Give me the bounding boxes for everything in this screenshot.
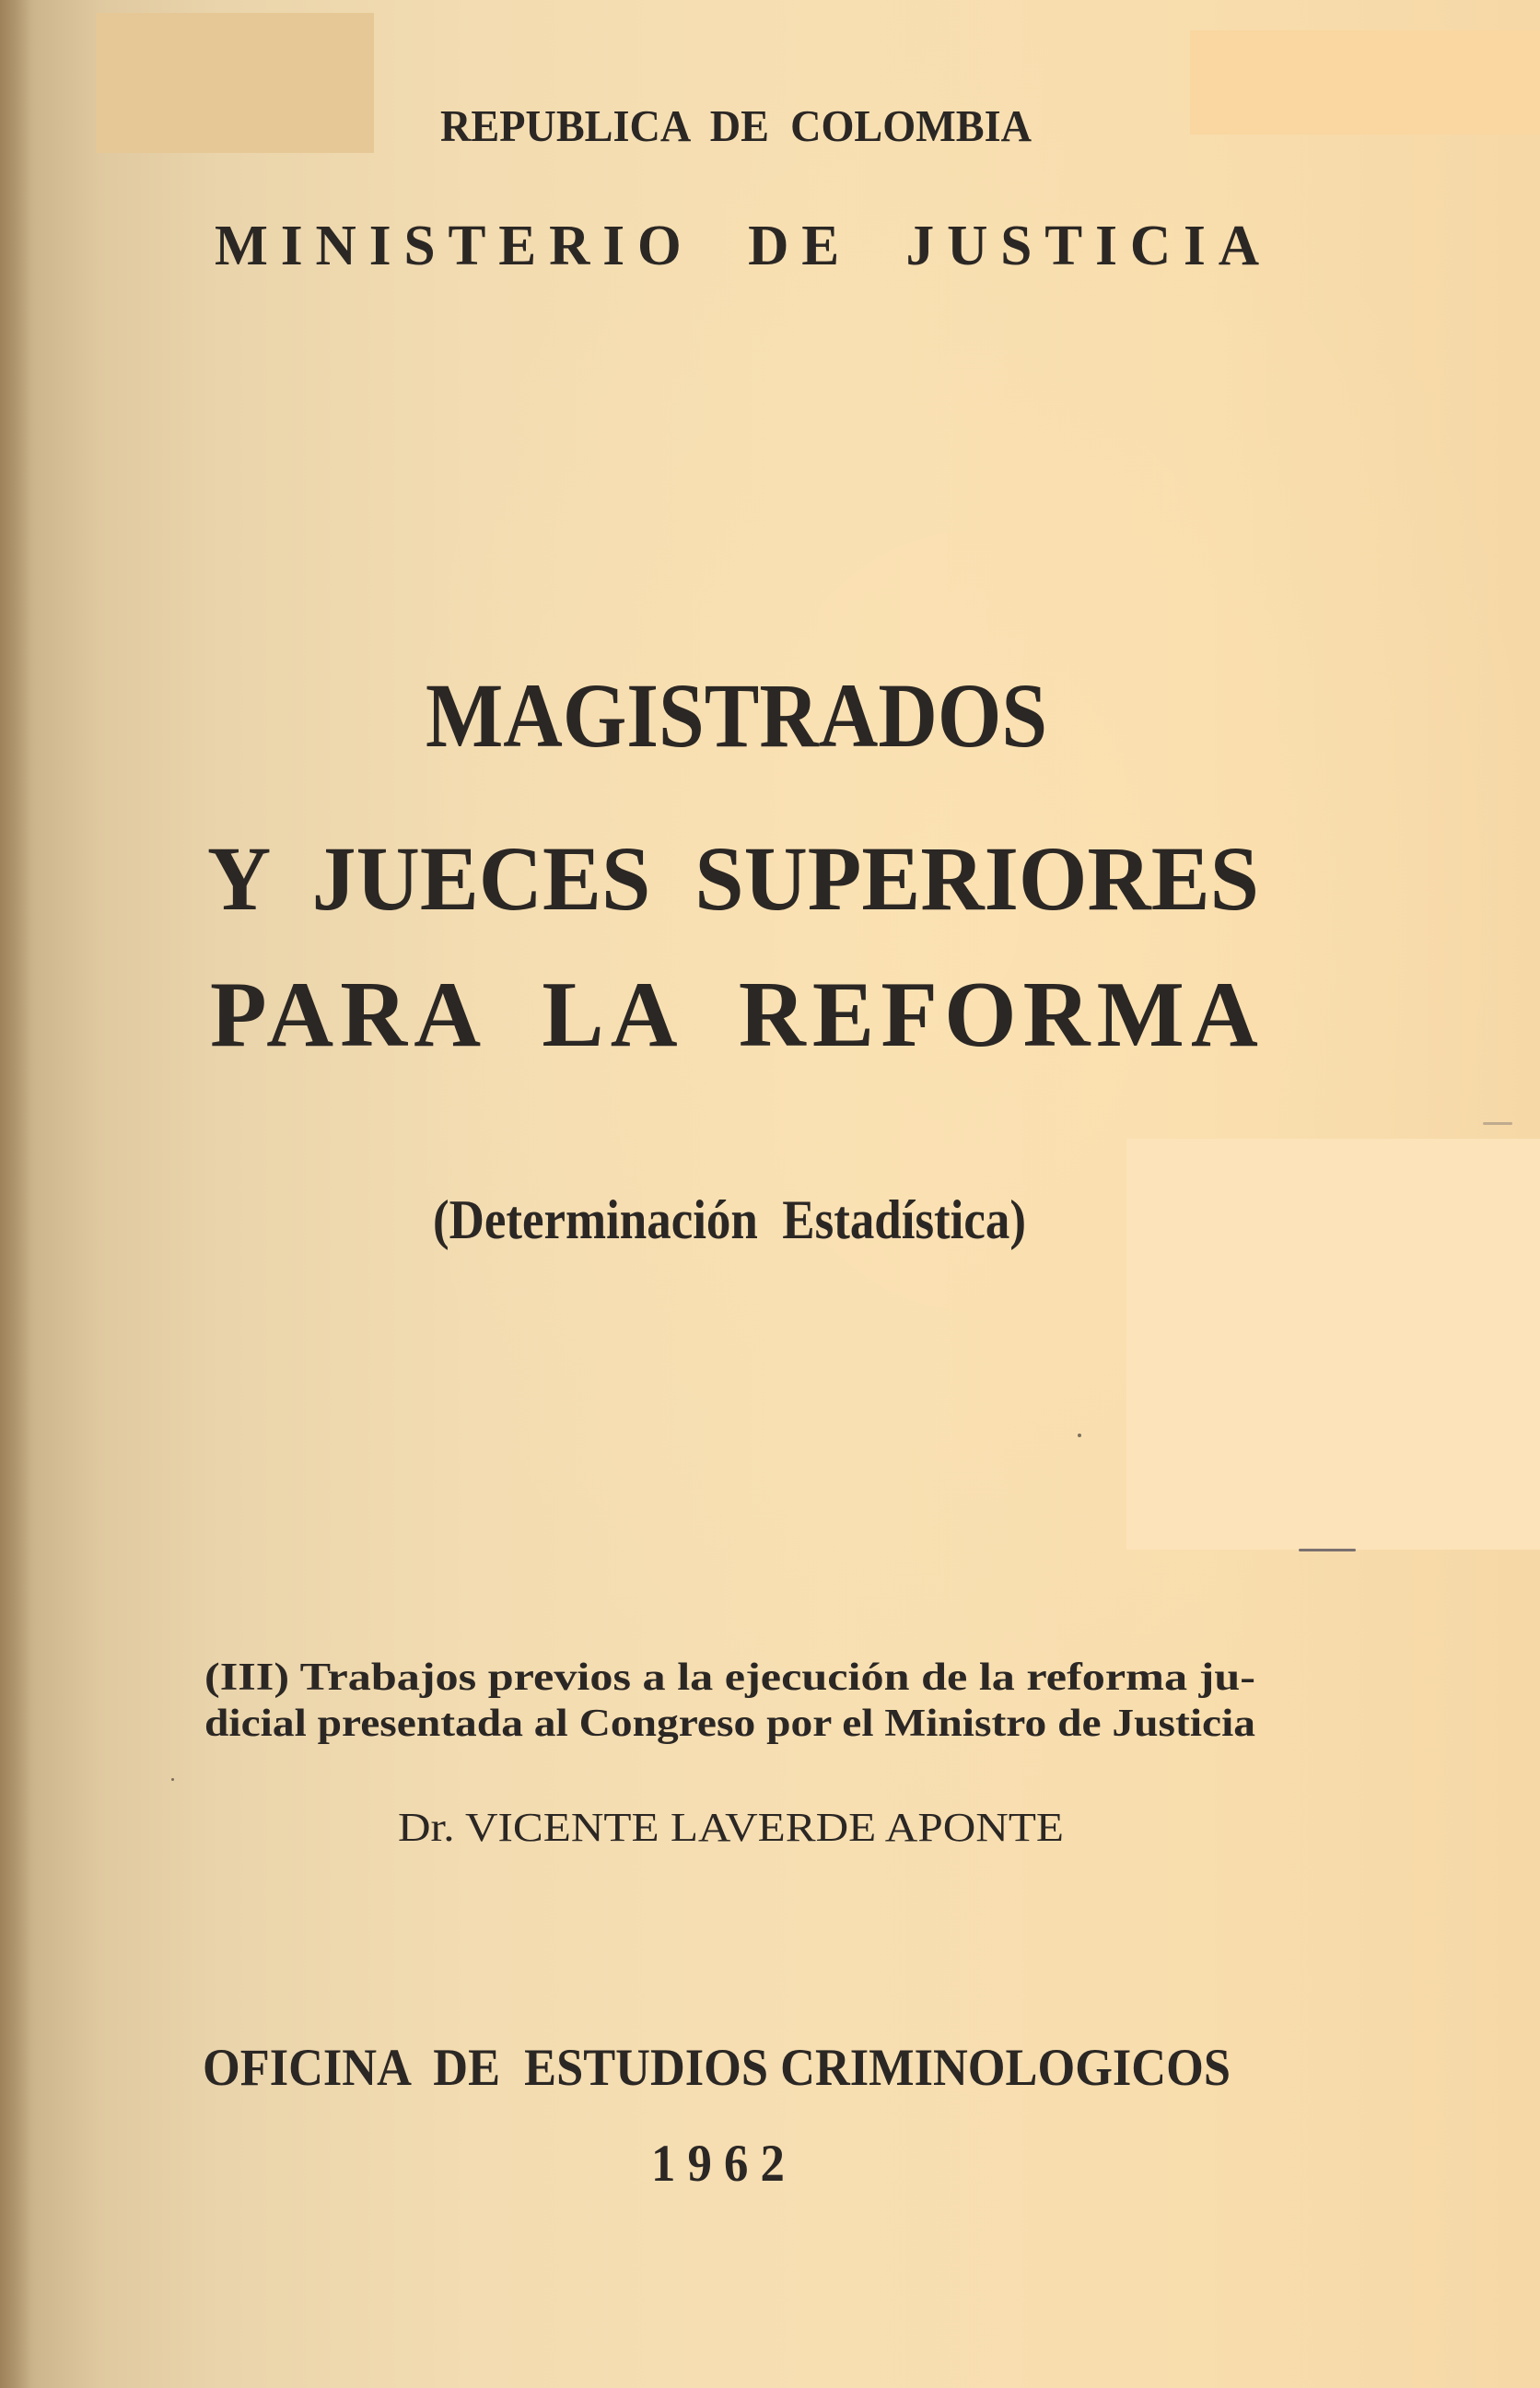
country-heading: REPUBLICA DE COLOMBIA	[440, 101, 1032, 151]
redacted-top-right	[1190, 30, 1540, 135]
title-line-2: Y JUECES SUPERIORES	[207, 826, 1259, 930]
ink-mark	[1299, 1549, 1356, 1551]
redacted-top-left	[96, 13, 374, 153]
ministry-heading: MINISTERIO DE JUSTICIA	[215, 215, 1272, 278]
title-line-1: MAGISTRADOS	[426, 663, 1047, 767]
subtitle: (Determinación Estadística)	[433, 1188, 1026, 1251]
book-spine-shadow	[0, 0, 31, 2388]
description-line-1: (III) Trabajos previos a la ejecución de la reforma ju-	[204, 1656, 1255, 1700]
publisher: OFICINA DE ESTUDIOS CRIMINOLOGICOS	[203, 2039, 1231, 2098]
redacted-right-middle	[1126, 1139, 1540, 1550]
author-name: Dr. VICENTE LAVERDE APONTE	[398, 1804, 1064, 1850]
title-line-3: PARA LA REFORMA	[210, 963, 1265, 1067]
publication-year: 1962	[651, 2135, 797, 2194]
ink-speck	[171, 1778, 174, 1781]
ink-speck	[1078, 1434, 1081, 1437]
description-line-2: dicial presentada al Congreso por el Ministro de Justicia	[204, 1702, 1255, 1746]
ink-mark	[1483, 1122, 1512, 1125]
